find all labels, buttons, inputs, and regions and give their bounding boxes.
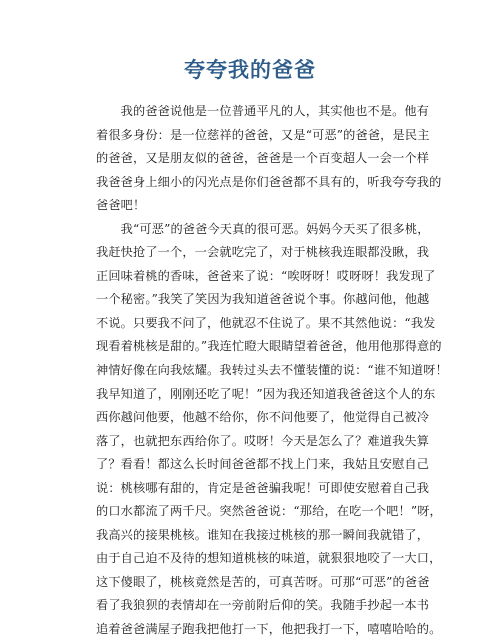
text-line: 我赶快抢了一个，一会就吃完了，对于桃核我连眼都没瞅，我 [96, 245, 430, 260]
text-line: 不说。只要我不问了，他就忍不住说了。果不其然他说：“我发 [96, 315, 436, 330]
text-line: 西你越问他要，他越不给你，你不问他要了，他觉得自己被冷 [96, 410, 430, 425]
text-line: 我高兴的接果桃核。谁知在我接过桃核的那一瞬间我就错了， [96, 527, 430, 542]
text-line: 说：桃核哪有甜的，肯定是爸爸骗我呢！可即使安慰着自己我 [96, 480, 430, 495]
text-line: 这下傻眼了，桃核竟然是苦的，可真苦呀。可那“可恶”的爸爸 [96, 574, 430, 589]
text-line: 正回味着桃的香味，爸爸来了说：“唉呀呀！哎呀呀！我发现了 [96, 268, 436, 283]
text-line: 由于自己迫不及待的想知道桃核的味道，就狠狠地咬了一大口， [96, 551, 442, 566]
text-line: 的口水都流了两千尺。突然爸爸说：“那给，在吃一个吧！”呀， [96, 504, 442, 519]
text-line: 看了我狼狈的表情却在一旁前附后仰的笑。我随手抄起一本书 [96, 598, 430, 613]
text-line: 现看着桃核是甜的。”我连忙瞪大眼睛望着爸爸，他用他那得意的 [96, 339, 442, 354]
text-line: 我的爸爸说他是一位普通平凡的人，其实他也不是。他有 [96, 104, 430, 118]
text-line: 一个秘密。”我笑了笑因为我知道爸爸说个事。你越问他，他越 [96, 292, 430, 307]
text-line: 爸爸吧！ [96, 198, 146, 213]
text-line: 着很多身份：是一位慈祥的爸爸，又是“可恶”的爸爸，是民主 [96, 127, 430, 142]
text-line: 神情好像在向我炫耀。我转过头去不懂装懂的说：“谁不知道呀！ [96, 363, 448, 378]
text-line: 我“可恶”的爸爸今天真的很可恶。妈妈今天买了很多桃， [96, 221, 430, 236]
text-line: 了？看看！都这么长时间爸爸都不找上门来，我姑且安慰自己 [96, 457, 430, 472]
article-body [96, 100, 448, 642]
text-line: 的爸爸，又是朋友似的爸爸，爸爸是一个百变超人一会一个样 [96, 151, 430, 166]
page-title: 夸夸我的爸爸 [184, 58, 316, 82]
text-line: 我爸爸身上细小的闪光点是你们爸爸都不具有的，听我夸夸我的 [96, 174, 442, 189]
text-line: 我早知道了，刚刚还吃了呢！”因为我还知道我爸爸这个人的东 [96, 386, 436, 401]
text-line: 落了，也就把东西给你了。哎呀！今天是怎么了？难道我失算 [96, 433, 430, 448]
text-line: 追着爸爸满屋子跑我把他打一下，他把我打一下，嘻嘻哈哈的。 [96, 622, 442, 637]
